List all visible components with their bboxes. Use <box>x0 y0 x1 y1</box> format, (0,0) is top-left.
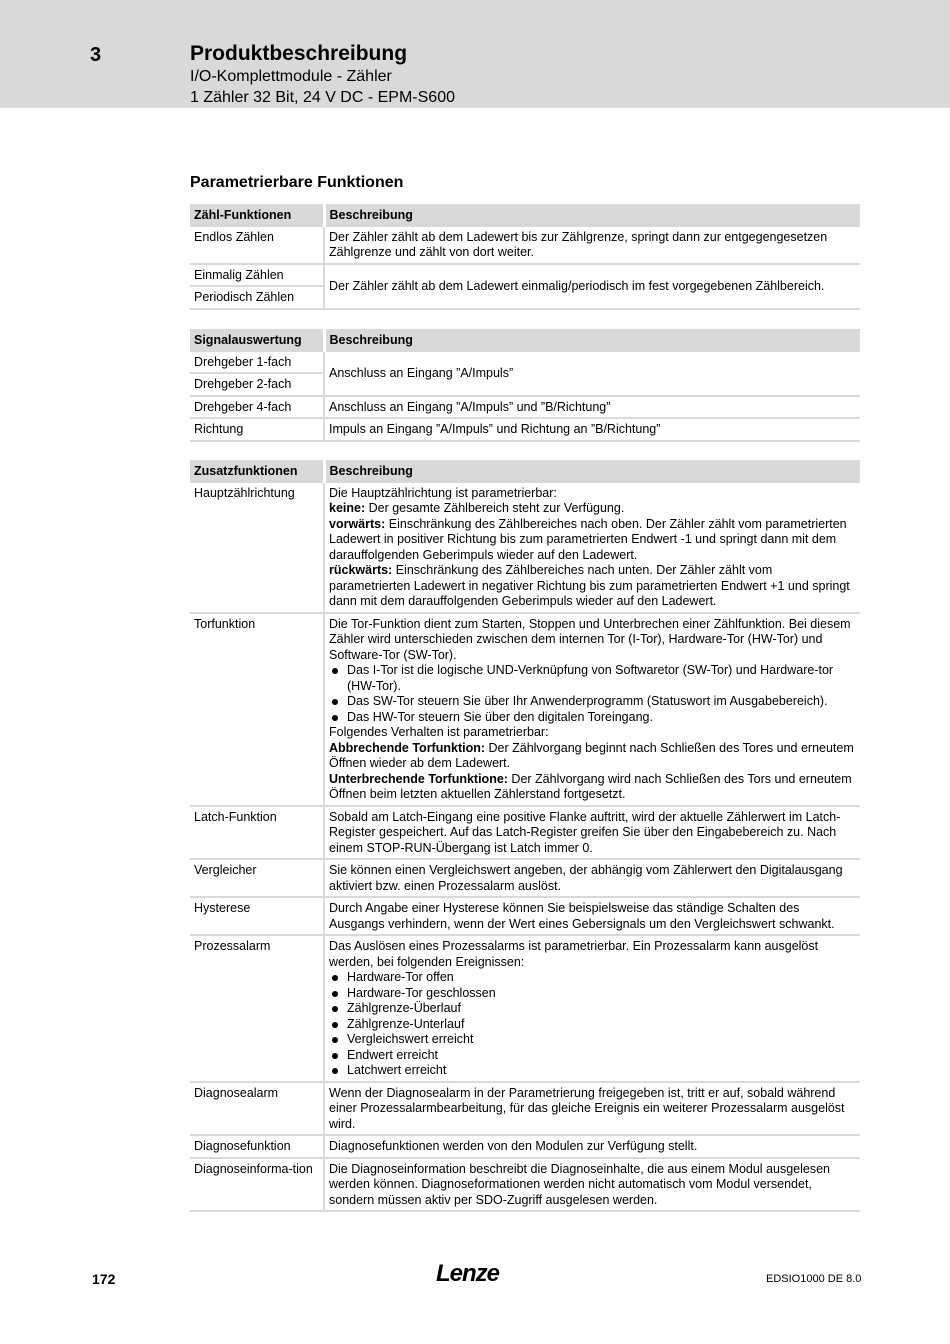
list-item: Zählgrenze-Überlauf <box>329 1001 856 1017</box>
function-name: Torfunktion <box>190 613 324 806</box>
description-text: Die Tor-Funktion dient zum Starten, Stoppen und Unterbrechen einer Zählfunktion. Bei diesem Zähler wird unterschieden zwischen dem internen Tor (I-Tor), Hardware-Tor (HW-Tor) und Software-Tor (SW-Tor). <box>329 616 851 662</box>
function-name: Drehgeber 2-fach <box>190 373 324 396</box>
document-id: EDSIO1000 DE 8.0 <box>766 1273 862 1285</box>
function-name: Prozessalarm <box>190 935 324 1082</box>
description-text <box>329 741 856 772</box>
function-name: Diagnosefunktion <box>190 1135 324 1158</box>
counting-functions-table <box>190 204 860 310</box>
function-description <box>324 613 860 806</box>
column-header: Zähl-Funktionen <box>190 204 324 227</box>
function-name: Hauptzählrichtung <box>190 483 324 613</box>
list-item: Zählgrenze-Unterlauf <box>329 1017 856 1033</box>
function-name: Hysterese <box>190 897 324 935</box>
list-item: Hardware-Tor offen <box>329 970 856 986</box>
table-row <box>190 859 860 897</box>
function-name: Drehgeber 1-fach <box>190 352 324 374</box>
function-description: Der Zähler zählt ab dem Ladewert einmalig/periodisch im fest vorgegebenen Zählbereich. <box>324 264 860 309</box>
description-text: Die Hauptzählrichtung ist parametrierbar: <box>329 485 557 500</box>
term-text: Einschränkung des Zählbereiches nach oben. Der Zähler zählt vom parametrierten Ladewert in positiver Richtung bis zum parametrierten Endwert -1 und springt dann mit dem darauffolgenden Geberimpuls wieder auf den Ladewert. <box>329 516 847 562</box>
table-row <box>190 1135 860 1158</box>
chapter-number: 3 <box>90 44 102 66</box>
table-row <box>190 806 860 860</box>
list-item: Das HW-Tor steuern Sie über den digitalen Toreingang. <box>329 710 856 726</box>
term-label: vorwärts: <box>329 516 386 531</box>
function-description: Die Diagnoseinformation beschreibt die Diagnoseinhalte, die aus einem Modul ausgelesen werden können. Diagnoseformationen werden nicht automatisch vom Modul versendet, sondern müssen aktiv per SDO-Zugriff ausgelesen werden. <box>324 1158 860 1212</box>
table-row <box>190 483 860 613</box>
function-name: Diagnoseinforma-tion <box>190 1158 324 1212</box>
table-row <box>190 264 860 287</box>
table-row <box>190 897 860 935</box>
function-name: Drehgeber 4-fach <box>190 396 324 419</box>
function-description: Durch Angabe einer Hysterese können Sie beispielsweise das ständige Schalten des Ausgangs verhindern, wenn der Wert eines Gebersignals um den Vergleichswert schwankt. <box>324 897 860 935</box>
term-label: Abbrechende Torfunktion: <box>329 740 486 755</box>
bullet-list <box>329 970 856 1079</box>
description-text <box>329 772 856 803</box>
function-description <box>324 935 860 1082</box>
term-text: Der Zählvorgang wird nach Schließen des Tors und erneutem Öffnen beim letzten aktuellen Zählerstand fortgesetzt. <box>329 771 852 801</box>
table-row <box>190 935 860 1082</box>
function-name: Einmalig Zählen <box>190 264 324 287</box>
list-item: Hardware-Tor geschlossen <box>329 986 856 1002</box>
section-title: Parametrierbare Funktionen <box>190 174 404 191</box>
term-text: Der gesamte Zählbereich steht zur Verfügung. <box>365 501 625 515</box>
table-header-row <box>190 329 860 352</box>
table-header-row <box>190 204 860 227</box>
function-name: Richtung <box>190 418 324 441</box>
additional-functions-table <box>190 460 860 1212</box>
function-name: Vergleicher <box>190 859 324 897</box>
list-item: Das SW-Tor steuern Sie über Ihr Anwenderprogramm (Statuswort im Ausgabebereich). <box>329 694 856 710</box>
term-text: Einschränkung des Zählbereiches nach unten. Der Zähler zählt vom parametrierten Ladewert in negativer Richtung bis zum parametrierten Endwert +1 und springt dann mit dem darauffolgenden Geberimpuls wieder auf den Ladewert. <box>329 563 850 608</box>
table-row <box>190 418 860 441</box>
column-header: Signalauswertung <box>190 329 324 352</box>
bullet-list <box>329 663 856 725</box>
table-row <box>190 1158 860 1212</box>
term-label: Unterbrechende Torfunktione: <box>329 771 508 786</box>
function-description: Impuls an Eingang ”A/Impuls” und Richtung an ”B/Richtung” <box>324 418 860 441</box>
term-label: keine: <box>329 501 366 515</box>
table-row <box>190 227 860 264</box>
signal-evaluation-table <box>190 329 860 442</box>
page-subtitle-2: 1 Zähler 32 Bit, 24 V DC - EPM-S600 <box>190 89 455 106</box>
column-header: Beschreibung <box>324 460 860 483</box>
column-header: Beschreibung <box>324 204 860 227</box>
list-item: Vergleichswert erreicht <box>329 1032 856 1048</box>
list-item: Endwert erreicht <box>329 1048 856 1064</box>
term-text: Der Zählvorgang beginnt nach Schließen des Tores und erneutem Öffnen wieder ab dem Ladewert. <box>329 740 854 770</box>
function-name: Periodisch Zählen <box>190 286 324 309</box>
page-subtitle: I/O-Komplettmodule - Zähler <box>190 68 392 85</box>
column-header: Beschreibung <box>324 329 860 352</box>
function-description: Der Zähler zählt ab dem Ladewert bis zur Zählgrenze, springt dann zur entgegengesetzen Zählgrenze und zählt von dort weiter. <box>324 227 860 264</box>
table-row <box>190 1082 860 1136</box>
function-name: Endlos Zählen <box>190 227 324 264</box>
table-header-row <box>190 460 860 483</box>
table-row <box>190 352 860 374</box>
description-text: Das Auslösen eines Prozessalarms ist parametrierbar. Ein Prozessalarm kann ausgelöst werden, bei folgenden Ereignissen: <box>329 939 819 969</box>
function-description: Anschluss an Eingang ”A/Impuls” <box>324 352 860 396</box>
function-name: Latch-Funktion <box>190 806 324 860</box>
header-band <box>0 0 950 108</box>
table-row <box>190 613 860 806</box>
function-description: Sobald am Latch-Eingang eine positive Flanke auftritt, wird der aktuelle Zählerwert im Latch-Register gespeichert. Auf das Latch-Register greifen Sie über den Eingabebereich zu. Nach einem STOP-RUN-Übergang ist Latch immer 0. <box>324 806 860 860</box>
page-number: 172 <box>92 1271 116 1287</box>
column-header: Zusatzfunktionen <box>190 460 324 483</box>
list-item: Das I-Tor ist die logische UND-Verknüpfung von Softwaretor (SW-Tor) und Hardware-tor (HW-Tor). <box>329 663 856 694</box>
table-row <box>190 396 860 419</box>
description-text: Folgendes Verhalten ist parametrierbar: <box>329 725 549 739</box>
function-description: Sie können einen Vergleichswert angeben, der abhängig vom Zählerwert den Digitalausgang aktiviert bzw. einen Prozessalarm auslöst. <box>324 859 860 897</box>
description-text <box>329 563 856 610</box>
function-description: Anschluss an Eingang ”A/Impuls” und ”B/Richtung” <box>324 396 860 419</box>
list-item: Latchwert erreicht <box>329 1063 856 1079</box>
function-description: Wenn der Diagnosealarm in der Parametrierung freigegeben ist, tritt er auf, sobald während einer Prozessalarmbearbeitung, für das gleiche Ereignis ein weiterer Prozessalarm ausgelöst wird. <box>324 1082 860 1136</box>
function-description: Diagnosefunktionen werden von den Modulen zur Verfügung stellt. <box>324 1135 860 1158</box>
description-text <box>329 501 856 517</box>
description-text <box>329 517 856 564</box>
function-description <box>324 483 860 613</box>
page-title: Produktbeschreibung <box>190 42 408 65</box>
lenze-logo: Lenze <box>436 1260 500 1287</box>
function-name: Diagnosealarm <box>190 1082 324 1136</box>
term-label: rückwärts: <box>329 563 393 577</box>
